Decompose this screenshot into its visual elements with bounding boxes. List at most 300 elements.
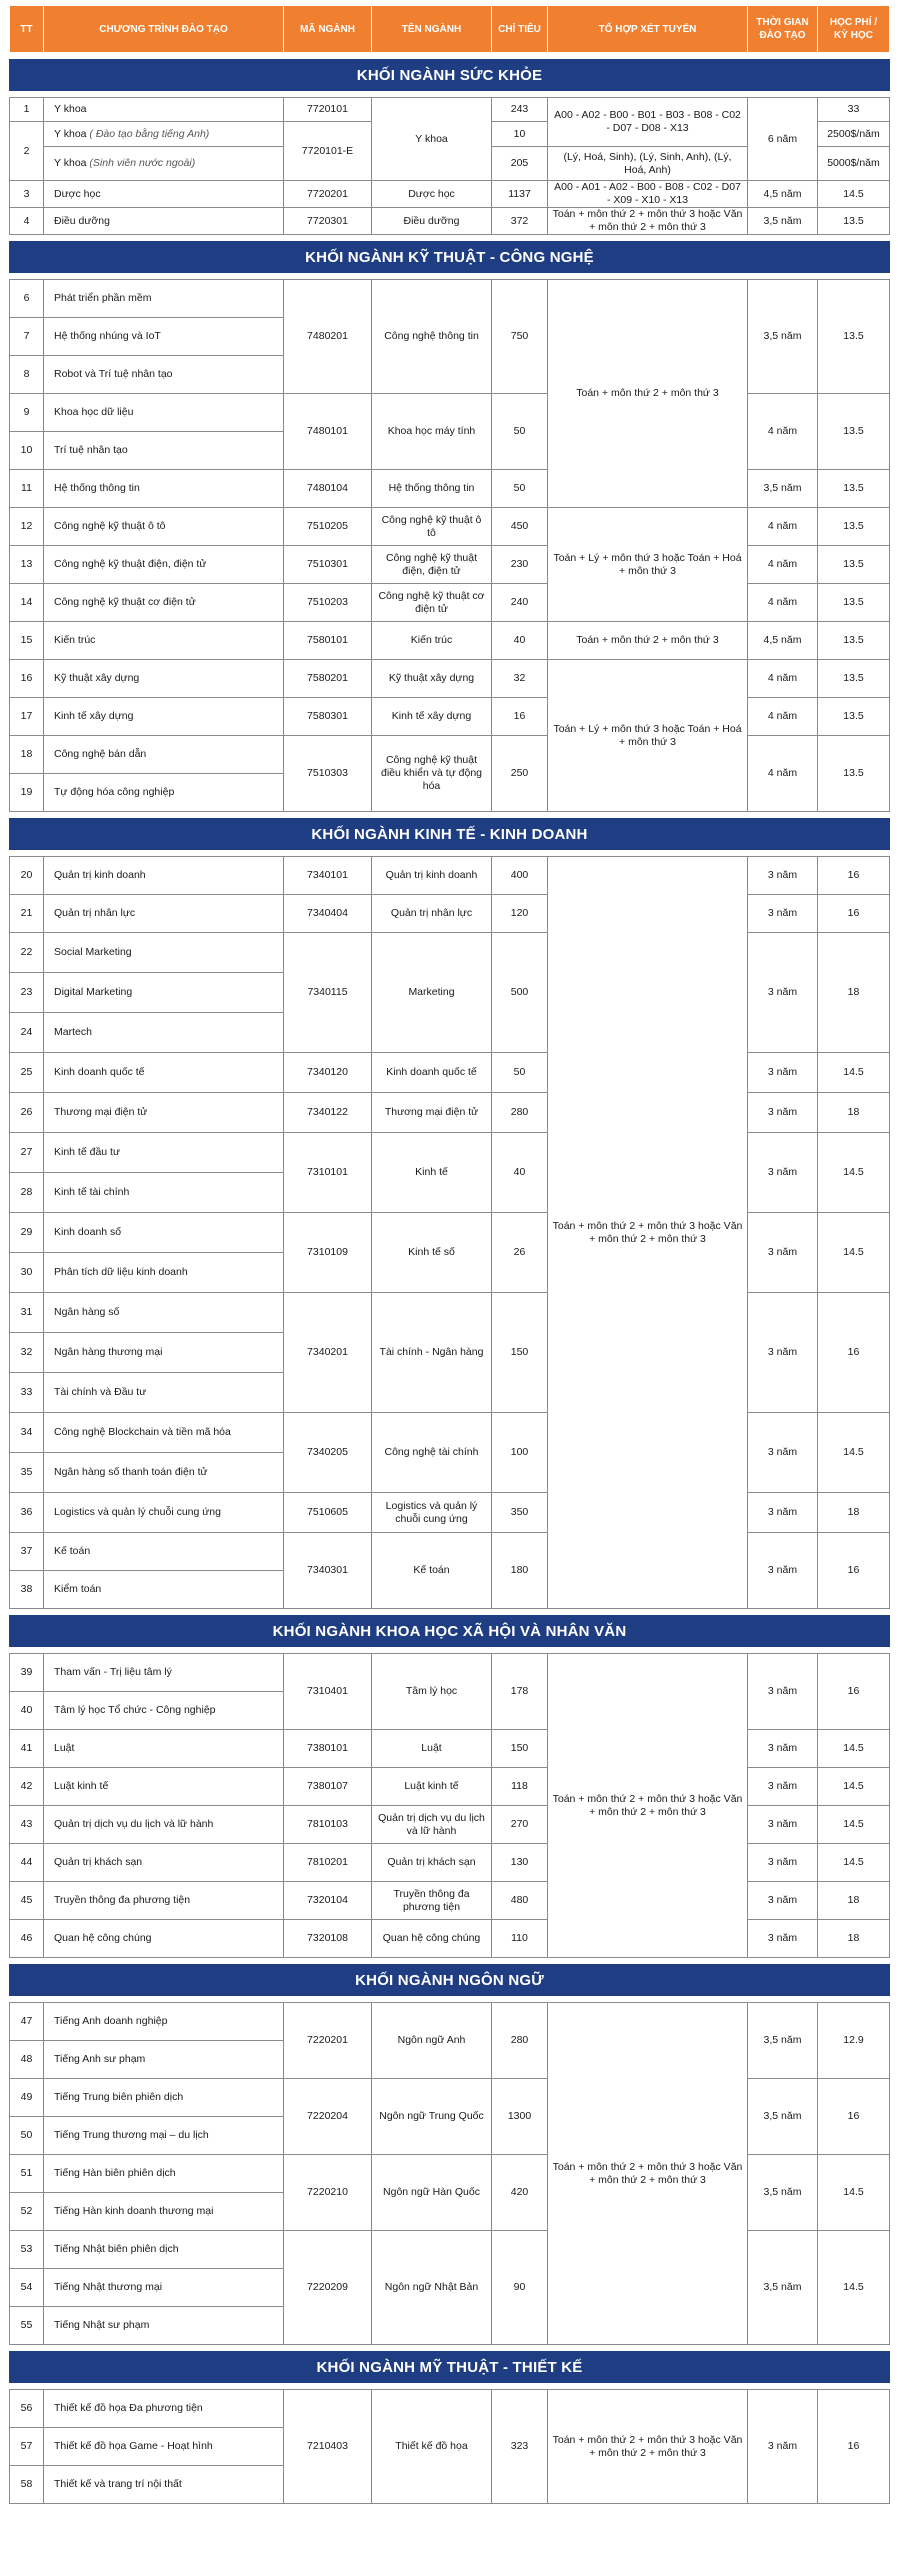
cell-duration: 3 năm — [748, 1413, 818, 1493]
cell-program: Social Marketing — [44, 933, 284, 973]
cell-program: Phát triển phần mềm — [44, 280, 284, 318]
cell-fee: 13.5 — [818, 470, 890, 508]
cell-fee: 16 — [818, 1533, 890, 1609]
cell-program: Công nghệ kỹ thuật ô tô — [44, 508, 284, 546]
cell-duration: 3 năm — [748, 1213, 818, 1293]
cell-fee: 14.5 — [818, 1053, 890, 1093]
cell-code: 7510303 — [284, 736, 372, 812]
cell-program: Hệ thống nhúng và IoT — [44, 318, 284, 356]
cell-fee: 18 — [818, 933, 890, 1053]
table-row — [10, 1133, 890, 1173]
cell-major: Luật kinh tế — [372, 1768, 492, 1806]
group-row — [10, 2352, 890, 2383]
table-row — [10, 98, 890, 122]
cell-duration: 3,5 năm — [748, 470, 818, 508]
cell-tt: 41 — [10, 1730, 44, 1768]
cell-fee: 5000$/năm — [818, 147, 890, 181]
cell-code: 7220201 — [284, 2003, 372, 2079]
cell-combo: Toán + môn thứ 2 + môn thứ 3 hoặc Văn + môn thứ 2 + môn thứ 3 — [548, 2003, 748, 2345]
table-row — [10, 280, 890, 318]
program-name: Y khoa — [54, 157, 87, 169]
cell-quota: 50 — [492, 1053, 548, 1093]
table-row — [10, 698, 890, 736]
cell-program: Dược học — [44, 181, 284, 208]
cell-program: Tiếng Nhật biên phiên dịch — [44, 2231, 284, 2269]
cell-major: Marketing — [372, 933, 492, 1053]
group-title: KHỐI NGÀNH KỸ THUẬT - CÔNG NGHỆ — [10, 242, 890, 273]
cell-program: Quản trị nhân lực — [44, 895, 284, 933]
cell-tt: 21 — [10, 895, 44, 933]
cell-code: 7310109 — [284, 1213, 372, 1293]
cell-major: Quản trị khách sạn — [372, 1844, 492, 1882]
group-row — [10, 60, 890, 91]
cell-tt: 22 — [10, 933, 44, 973]
table-row — [10, 2155, 890, 2193]
cell-program: Kỹ thuật xây dựng — [44, 660, 284, 698]
cell-major: Dược học — [372, 181, 492, 208]
table-row — [10, 1533, 890, 1571]
table-row — [10, 1413, 890, 1453]
cell-fee: 16 — [818, 857, 890, 895]
cell-program: Tâm lý học Tổ chức - Công nghiệp — [44, 1692, 284, 1730]
cell-program — [44, 122, 284, 147]
cell-code: 7220209 — [284, 2231, 372, 2345]
cell-duration: 4 năm — [748, 736, 818, 812]
cell-fee: 13.5 — [818, 584, 890, 622]
cell-tt: 33 — [10, 1373, 44, 1413]
table-row — [10, 470, 890, 508]
cell-tt: 31 — [10, 1293, 44, 1333]
cell-quota: 178 — [492, 1654, 548, 1730]
table-row — [10, 895, 890, 933]
cell-combo: (Lý, Hoá, Sinh), (Lý, Sinh, Anh), (Lý, Hoá, Anh) — [548, 147, 748, 181]
cell-code: 7340115 — [284, 933, 372, 1053]
cell-tt: 56 — [10, 2390, 44, 2428]
header-combo: TỔ HỢP XÉT TUYỂN — [548, 6, 748, 53]
cell-program: Công nghệ kỹ thuật cơ điện tử — [44, 584, 284, 622]
cell-quota: 450 — [492, 508, 548, 546]
cell-program: Ngân hàng số — [44, 1293, 284, 1333]
cell-program: Martech — [44, 1013, 284, 1053]
cell-program: Quản trị dịch vụ du lịch và lữ hành — [44, 1806, 284, 1844]
cell-major: Y khoa — [372, 98, 492, 181]
cell-program: Khoa học dữ liệu — [44, 394, 284, 432]
cell-program: Luật kinh tế — [44, 1768, 284, 1806]
header-fee: HỌC PHÍ / KỲ HỌC — [818, 6, 890, 53]
table-row — [10, 208, 890, 235]
cell-fee: 13.5 — [818, 508, 890, 546]
cell-tt: 40 — [10, 1692, 44, 1730]
cell-fee: 12.9 — [818, 2003, 890, 2079]
cell-program: Tiếng Hàn kinh doanh thương mại — [44, 2193, 284, 2231]
cell-quota: 40 — [492, 622, 548, 660]
cell-major: Ngôn ngữ Hàn Quốc — [372, 2155, 492, 2231]
cell-duration: 3 năm — [748, 895, 818, 933]
cell-fee: 18 — [818, 1493, 890, 1533]
cell-code: 7310401 — [284, 1654, 372, 1730]
cell-duration: 3,5 năm — [748, 208, 818, 235]
cell-combo: Toán + môn thứ 2 + môn thứ 3 — [548, 622, 748, 660]
table-row — [10, 1768, 890, 1806]
cell-program: Tiếng Trung thương mại – du lịch — [44, 2117, 284, 2155]
cell-program: Thương mại điện tử — [44, 1093, 284, 1133]
header-program: CHƯƠNG TRÌNH ĐÀO TẠO — [44, 6, 284, 53]
cell-duration: 3 năm — [748, 1882, 818, 1920]
cell-duration: 3 năm — [748, 1768, 818, 1806]
cell-tt: 46 — [10, 1920, 44, 1958]
cell-major: Công nghệ thông tin — [372, 280, 492, 394]
cell-code: 7220204 — [284, 2079, 372, 2155]
table-row — [10, 1213, 890, 1253]
cell-quota: 110 — [492, 1920, 548, 1958]
cell-quota: 16 — [492, 698, 548, 736]
cell-program: Thiết kế đồ họa Đa phương tiện — [44, 2390, 284, 2428]
cell-fee: 33 — [818, 98, 890, 122]
cell-quota: 10 — [492, 122, 548, 147]
cell-tt: 13 — [10, 546, 44, 584]
table-row — [10, 1293, 890, 1333]
table-row — [10, 933, 890, 973]
cell-major: Kinh doanh quốc tế — [372, 1053, 492, 1093]
cell-duration: 4 năm — [748, 584, 818, 622]
cell-quota: 243 — [492, 98, 548, 122]
cell-quota: 230 — [492, 546, 548, 584]
table-row — [10, 1654, 890, 1692]
cell-tt: 58 — [10, 2466, 44, 2504]
cell-major: Quan hệ công chúng — [372, 1920, 492, 1958]
cell-quota: 280 — [492, 2003, 548, 2079]
cell-program: Kinh doanh quốc tế — [44, 1053, 284, 1093]
cell-major: Ngôn ngữ Nhật Bản — [372, 2231, 492, 2345]
program-name: Y khoa — [54, 127, 87, 140]
group-title: KHỐI NGÀNH KHOA HỌC XÃ HỘI VÀ NHÂN VĂN — [10, 1616, 890, 1647]
cell-program: Ngân hàng thương mại — [44, 1333, 284, 1373]
cell-major: Công nghệ tài chính — [372, 1413, 492, 1493]
table-row — [10, 1844, 890, 1882]
cell-fee: 16 — [818, 2079, 890, 2155]
cell-program: Kế toán — [44, 1533, 284, 1571]
cell-program: Tham vấn - Trị liệu tâm lý — [44, 1654, 284, 1692]
cell-tt: 25 — [10, 1053, 44, 1093]
cell-quota: 1137 — [492, 181, 548, 208]
cell-duration: 4 năm — [748, 508, 818, 546]
cell-quota: 240 — [492, 584, 548, 622]
cell-combo: Toán + môn thứ 2 + môn thứ 3 hoặc Văn + môn thứ 2 + môn thứ 3 — [548, 208, 748, 235]
cell-duration: 3,5 năm — [748, 2155, 818, 2231]
cell-major: Công nghệ kỹ thuật ô tô — [372, 508, 492, 546]
cell-fee: 14.5 — [818, 2231, 890, 2345]
cell-program: Kiến trúc — [44, 622, 284, 660]
cell-tt: 26 — [10, 1093, 44, 1133]
cell-duration: 4,5 năm — [748, 622, 818, 660]
cell-program: Logistics và quản lý chuỗi cung ứng — [44, 1493, 284, 1533]
cell-quota: 40 — [492, 1133, 548, 1213]
cell-fee: 16 — [818, 895, 890, 933]
cell-quota: 205 — [492, 147, 548, 181]
cell-fee: 14.5 — [818, 1133, 890, 1213]
cell-code: 7580301 — [284, 698, 372, 736]
cell-fee: 14.5 — [818, 1213, 890, 1293]
cell-duration: 3 năm — [748, 1053, 818, 1093]
cell-program: Thiết kế đồ họa Game - Hoạt hình — [44, 2428, 284, 2466]
group-row — [10, 819, 890, 850]
cell-program: Robot và Trí tuệ nhân tạo — [44, 356, 284, 394]
cell-code: 7510605 — [284, 1493, 372, 1533]
table-row — [10, 1730, 890, 1768]
table-row — [10, 2231, 890, 2269]
header-quota: CHỈ TIÊU — [492, 6, 548, 53]
cell-code: 7220210 — [284, 2155, 372, 2231]
cell-tt: 1 — [10, 98, 44, 122]
admissions-table — [9, 5, 890, 2504]
cell-tt: 23 — [10, 973, 44, 1013]
table-row — [10, 857, 890, 895]
cell-program: Tiếng Nhật thương mại — [44, 2269, 284, 2307]
cell-code: 7340205 — [284, 1413, 372, 1493]
cell-quota: 100 — [492, 1413, 548, 1493]
cell-major: Công nghệ kỹ thuật cơ điện tử — [372, 584, 492, 622]
cell-tt: 36 — [10, 1493, 44, 1533]
cell-duration: 4 năm — [748, 660, 818, 698]
cell-code: 7380107 — [284, 1768, 372, 1806]
cell-major: Công nghệ kỹ thuật điện, điện tử — [372, 546, 492, 584]
cell-program: Quan hệ công chúng — [44, 1920, 284, 1958]
cell-program: Công nghệ Blockchain và tiền mã hóa — [44, 1413, 284, 1453]
cell-program: Y khoa — [44, 98, 284, 122]
cell-quota: 750 — [492, 280, 548, 394]
cell-fee: 13.5 — [818, 736, 890, 812]
table-row — [10, 546, 890, 584]
header-tt: TT — [10, 6, 44, 53]
cell-code: 7340301 — [284, 1533, 372, 1609]
cell-quota: 480 — [492, 1882, 548, 1920]
cell-tt: 53 — [10, 2231, 44, 2269]
cell-code: 7720301 — [284, 208, 372, 235]
cell-duration: 3 năm — [748, 1293, 818, 1413]
cell-tt: 20 — [10, 857, 44, 895]
cell-tt: 4 — [10, 208, 44, 235]
cell-tt: 17 — [10, 698, 44, 736]
cell-major: Điều dưỡng — [372, 208, 492, 235]
cell-program: Tiếng Trung biên phiên dịch — [44, 2079, 284, 2117]
cell-tt: 38 — [10, 1571, 44, 1609]
group-row — [10, 1965, 890, 1996]
header-code: MÃ NGÀNH — [284, 6, 372, 53]
cell-code: 7810103 — [284, 1806, 372, 1844]
cell-code: 7480201 — [284, 280, 372, 394]
header-major: TÊN NGÀNH — [372, 6, 492, 53]
cell-quota: 32 — [492, 660, 548, 698]
cell-code: 7580201 — [284, 660, 372, 698]
table-row — [10, 1806, 890, 1844]
cell-tt: 45 — [10, 1882, 44, 1920]
cell-quota: 50 — [492, 470, 548, 508]
cell-fee: 13.5 — [818, 622, 890, 660]
cell-fee: 16 — [818, 1293, 890, 1413]
cell-duration: 3 năm — [748, 857, 818, 895]
cell-quota: 118 — [492, 1768, 548, 1806]
cell-program: Tiếng Nhật sư phạm — [44, 2307, 284, 2345]
cell-tt: 28 — [10, 1173, 44, 1213]
table-row — [10, 584, 890, 622]
cell-fee: 18 — [818, 1882, 890, 1920]
cell-program: Luật — [44, 1730, 284, 1768]
cell-major: Kinh tế số — [372, 1213, 492, 1293]
cell-major: Kỹ thuật xây dựng — [372, 660, 492, 698]
cell-quota: 400 — [492, 857, 548, 895]
cell-duration: 4 năm — [748, 698, 818, 736]
cell-quota: 323 — [492, 2390, 548, 2504]
cell-tt: 54 — [10, 2269, 44, 2307]
cell-program: Tiếng Anh doanh nghiệp — [44, 2003, 284, 2041]
admissions-table-wrapper — [5, 5, 893, 2504]
cell-tt: 34 — [10, 1413, 44, 1453]
cell-duration: 3,5 năm — [748, 2079, 818, 2155]
cell-duration: 3 năm — [748, 1533, 818, 1609]
cell-tt: 35 — [10, 1453, 44, 1493]
cell-quota: 280 — [492, 1093, 548, 1133]
cell-program: Truyền thông đa phương tiện — [44, 1882, 284, 1920]
cell-code: 7720101-E — [284, 122, 372, 181]
cell-fee: 13.5 — [818, 546, 890, 584]
cell-code: 7510205 — [284, 508, 372, 546]
cell-program: Digital Marketing — [44, 973, 284, 1013]
group-title: KHỐI NGÀNH SỨC KHỎE — [10, 60, 890, 91]
cell-program: Kinh tế đầu tư — [44, 1133, 284, 1173]
cell-tt: 39 — [10, 1654, 44, 1692]
cell-tt: 7 — [10, 318, 44, 356]
cell-code: 7810201 — [284, 1844, 372, 1882]
cell-program: Ngân hàng số thanh toán điện tử — [44, 1453, 284, 1493]
cell-fee: 18 — [818, 1093, 890, 1133]
cell-combo: A00 - A01 - A02 - B00 - B08 - C02 - D07 - X09 - X10 - X13 — [548, 181, 748, 208]
cell-program: Điều dưỡng — [44, 208, 284, 235]
cell-major: Kinh tế — [372, 1133, 492, 1213]
cell-quota: 90 — [492, 2231, 548, 2345]
program-note: (Sinh viên nước ngoài) — [89, 157, 196, 169]
cell-tt: 27 — [10, 1133, 44, 1173]
cell-code: 7510203 — [284, 584, 372, 622]
group-row — [10, 242, 890, 273]
cell-tt: 8 — [10, 356, 44, 394]
cell-major: Ngôn ngữ Anh — [372, 2003, 492, 2079]
cell-fee: 14.5 — [818, 2155, 890, 2231]
cell-duration: 3 năm — [748, 1093, 818, 1133]
cell-major: Truyền thông đa phương tiện — [372, 1882, 492, 1920]
table-row — [10, 736, 890, 774]
cell-code: 7340122 — [284, 1093, 372, 1133]
table-row — [10, 394, 890, 432]
cell-quota: 270 — [492, 1806, 548, 1844]
cell-duration: 3 năm — [748, 1493, 818, 1533]
cell-code: 7720201 — [284, 181, 372, 208]
cell-tt: 51 — [10, 2155, 44, 2193]
cell-program: Kiểm toán — [44, 1571, 284, 1609]
cell-program: Tiếng Hàn biên phiên dịch — [44, 2155, 284, 2193]
cell-tt: 50 — [10, 2117, 44, 2155]
cell-tt: 6 — [10, 280, 44, 318]
cell-duration: 3 năm — [748, 2390, 818, 2504]
cell-code: 7210403 — [284, 2390, 372, 2504]
cell-duration: 3 năm — [748, 1730, 818, 1768]
cell-fee: 14.5 — [818, 1413, 890, 1493]
table-row — [10, 2003, 890, 2041]
cell-fee: 18 — [818, 1920, 890, 1958]
group-row — [10, 1616, 890, 1647]
cell-program: Hệ thống thông tin — [44, 470, 284, 508]
cell-combo: Toán + môn thứ 2 + môn thứ 3 — [548, 280, 748, 508]
cell-tt: 57 — [10, 2428, 44, 2466]
cell-program: Phân tích dữ liệu kinh doanh — [44, 1253, 284, 1293]
cell-duration: 3 năm — [748, 1844, 818, 1882]
cell-quota: 120 — [492, 895, 548, 933]
cell-major: Logistics và quản lý chuỗi cung ứng — [372, 1493, 492, 1533]
cell-fee: 13.5 — [818, 394, 890, 470]
cell-major: Kế toán — [372, 1533, 492, 1609]
table-row — [10, 2079, 890, 2117]
group-title: KHỐI NGÀNH KINH TẾ - KINH DOANH — [10, 819, 890, 850]
cell-fee: 16 — [818, 1654, 890, 1730]
cell-combo: Toán + môn thứ 2 + môn thứ 3 hoặc Văn + môn thứ 2 + môn thứ 3 — [548, 2390, 748, 2504]
cell-tt: 37 — [10, 1533, 44, 1571]
cell-program: Tự động hóa công nghiệp — [44, 774, 284, 812]
group-title: KHỐI NGÀNH NGÔN NGỮ — [10, 1965, 890, 1996]
cell-major: Luật — [372, 1730, 492, 1768]
cell-program: Công nghệ kỹ thuật điện, điện tử — [44, 546, 284, 584]
cell-duration: 6 năm — [748, 98, 818, 181]
cell-quota: 130 — [492, 1844, 548, 1882]
cell-major: Thiết kế đồ họa — [372, 2390, 492, 2504]
header-duration: THỜI GIAN ĐÀO TẠO — [748, 6, 818, 53]
cell-duration: 4,5 năm — [748, 181, 818, 208]
cell-tt: 44 — [10, 1844, 44, 1882]
cell-code: 7340404 — [284, 895, 372, 933]
cell-tt: 15 — [10, 622, 44, 660]
cell-quota: 1300 — [492, 2079, 548, 2155]
table-row — [10, 181, 890, 208]
cell-program: Kinh tế xây dựng — [44, 698, 284, 736]
cell-code: 7480104 — [284, 470, 372, 508]
cell-program: Trí tuệ nhân tạo — [44, 432, 284, 470]
cell-fee: 2500$/năm — [818, 122, 890, 147]
cell-program: Công nghệ bán dẫn — [44, 736, 284, 774]
table-row — [10, 1920, 890, 1958]
cell-tt: 32 — [10, 1333, 44, 1373]
cell-fee: 13.5 — [818, 280, 890, 394]
cell-major: Hệ thống thông tin — [372, 470, 492, 508]
cell-duration: 3 năm — [748, 1654, 818, 1730]
cell-tt: 47 — [10, 2003, 44, 2041]
cell-duration: 3 năm — [748, 933, 818, 1053]
cell-major: Công nghệ kỹ thuật điều khiển và tự động hóa — [372, 736, 492, 812]
cell-tt: 49 — [10, 2079, 44, 2117]
cell-tt: 18 — [10, 736, 44, 774]
cell-tt: 55 — [10, 2307, 44, 2345]
cell-quota: 372 — [492, 208, 548, 235]
table-row — [10, 1493, 890, 1533]
cell-quota: 26 — [492, 1213, 548, 1293]
cell-code: 7320108 — [284, 1920, 372, 1958]
cell-quota: 150 — [492, 1730, 548, 1768]
cell-combo: Toán + Lý + môn thứ 3 hoặc Toán + Hoá + môn thứ 3 — [548, 508, 748, 622]
cell-tt: 19 — [10, 774, 44, 812]
cell-fee: 14.5 — [818, 1768, 890, 1806]
cell-duration: 4 năm — [748, 546, 818, 584]
cell-fee: 14.5 — [818, 1730, 890, 1768]
cell-tt: 2 — [10, 122, 44, 181]
cell-duration: 3 năm — [748, 1133, 818, 1213]
cell-program: Tiếng Anh sư phạm — [44, 2041, 284, 2079]
